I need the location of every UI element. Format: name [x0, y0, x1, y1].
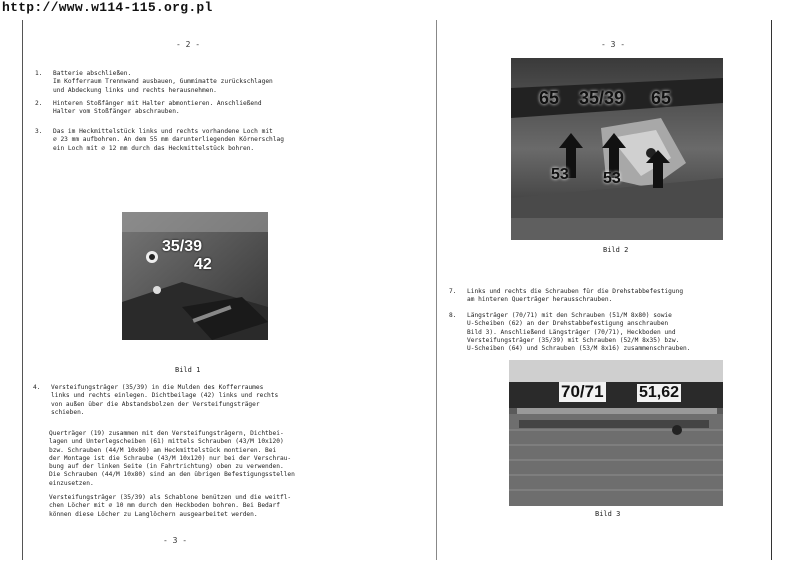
photo-label: 65 [539, 88, 560, 108]
right-page [436, 20, 772, 560]
photo-label: 70/71 [561, 382, 604, 401]
step-text: Das im Heckmittelstück links und rechts vorhandene Loch mit ∅ 23 mm aufbohren. An dem 55 mm darunterliegenden Körnerschlag ein Loch mit ∅ 12 mm durch das Heckmittelstück bohren. [53, 128, 284, 152]
photo-label: 35/39 [579, 88, 625, 108]
step-number: 7. [449, 288, 457, 295]
photo-bild-1 [122, 212, 268, 340]
paragraph-schablone: Versteifungsträger (35/39) als Schablone benützen und die weitfl- chen Löcher mit ∅ 10 mm durch den Heckboden bohren. Bei Bedarf können diese Löcher zu Langlöchern ausgearbeitet werden. [49, 494, 292, 518]
photo-label: 42 [194, 256, 212, 273]
photo-bild-3 [509, 360, 723, 506]
source-url: http://www.w114-115.org.pl [2, 0, 213, 15]
step-number: 2. [35, 100, 43, 107]
photo-bild-2 [511, 58, 723, 240]
step-number: 3. [35, 128, 43, 135]
caption-bild-3: Bild 3 [595, 510, 621, 518]
paragraph-quertraeger: Querträger (19) zusammen mit den Versteifungsträgern, Dichtbei- lagen und Unterlegscheiben (61) mittels Schrauben (43/M 10x120) bzw. Schrauben (44/M 10x80) am Heckmittelstück montieren. Bei der Montage ist die Schraube (43/M 10x120) nur bei der Verschrau- bung auf der linken Seite (in Fahrtrichtung) oben zu verwenden. Die Schrauben (44/M 10x80) sind an den übrigen Befestigungsstellen einzusetzen. [49, 430, 295, 487]
step-text: Längsträger (70/71) mit den Schrauben (51/M 8x80) sowie U-Scheiben (62) an der Drehstabbefestigung anschrauben Bild 3). Anschließend Längsträger (70/71), Heckboden und Versteifungsträger (35/39) mit Schrauben (52/M 8x35) bzw. U-Scheiben (64) und Schrauben (53/M 8x16) zusammenschrauben. [467, 312, 691, 353]
caption-bild-2: Bild 2 [603, 246, 629, 254]
step-text: Versteifungsträger (35/39) in die Mulden des Kofferraumes links und rechts einlegen. Dichtbeilage (42) links und rechts von außen über die Abstandsbolzen der Versteifungsträger schieben. [51, 384, 279, 416]
step-number: 8. [449, 312, 457, 319]
step-text: Links und rechts die Schrauben für die Drehstabbefestigung am hinteren Querträger herausschrauben. [467, 288, 684, 304]
step-number: 1. [35, 70, 43, 77]
step-text: Batterie abschließen. Im Kofferraum Trennwand ausbauen, Gummimatte zurückschlagen und Abdeckung links und rechts herausnehmen. [53, 70, 273, 94]
step-number: 4. [33, 384, 41, 391]
photo-label: 53 [551, 166, 569, 183]
photo-label: 51,62 [639, 384, 680, 401]
caption-bild-1: Bild 1 [175, 366, 201, 374]
page-number-bottom: - 3 - [163, 536, 188, 545]
photo-label: 35/39 [162, 238, 203, 255]
photo-label: 65 [651, 88, 672, 108]
photo-label: 53 [603, 170, 621, 187]
left-page [22, 20, 397, 560]
page-number-top: - 2 - [176, 40, 201, 49]
step-text: Hinteren Stoßfänger mit Halter abmontieren. Anschließend Halter vom Stoßfänger abschrauben. [53, 100, 262, 116]
page-number-top: - 3 - [601, 40, 626, 49]
